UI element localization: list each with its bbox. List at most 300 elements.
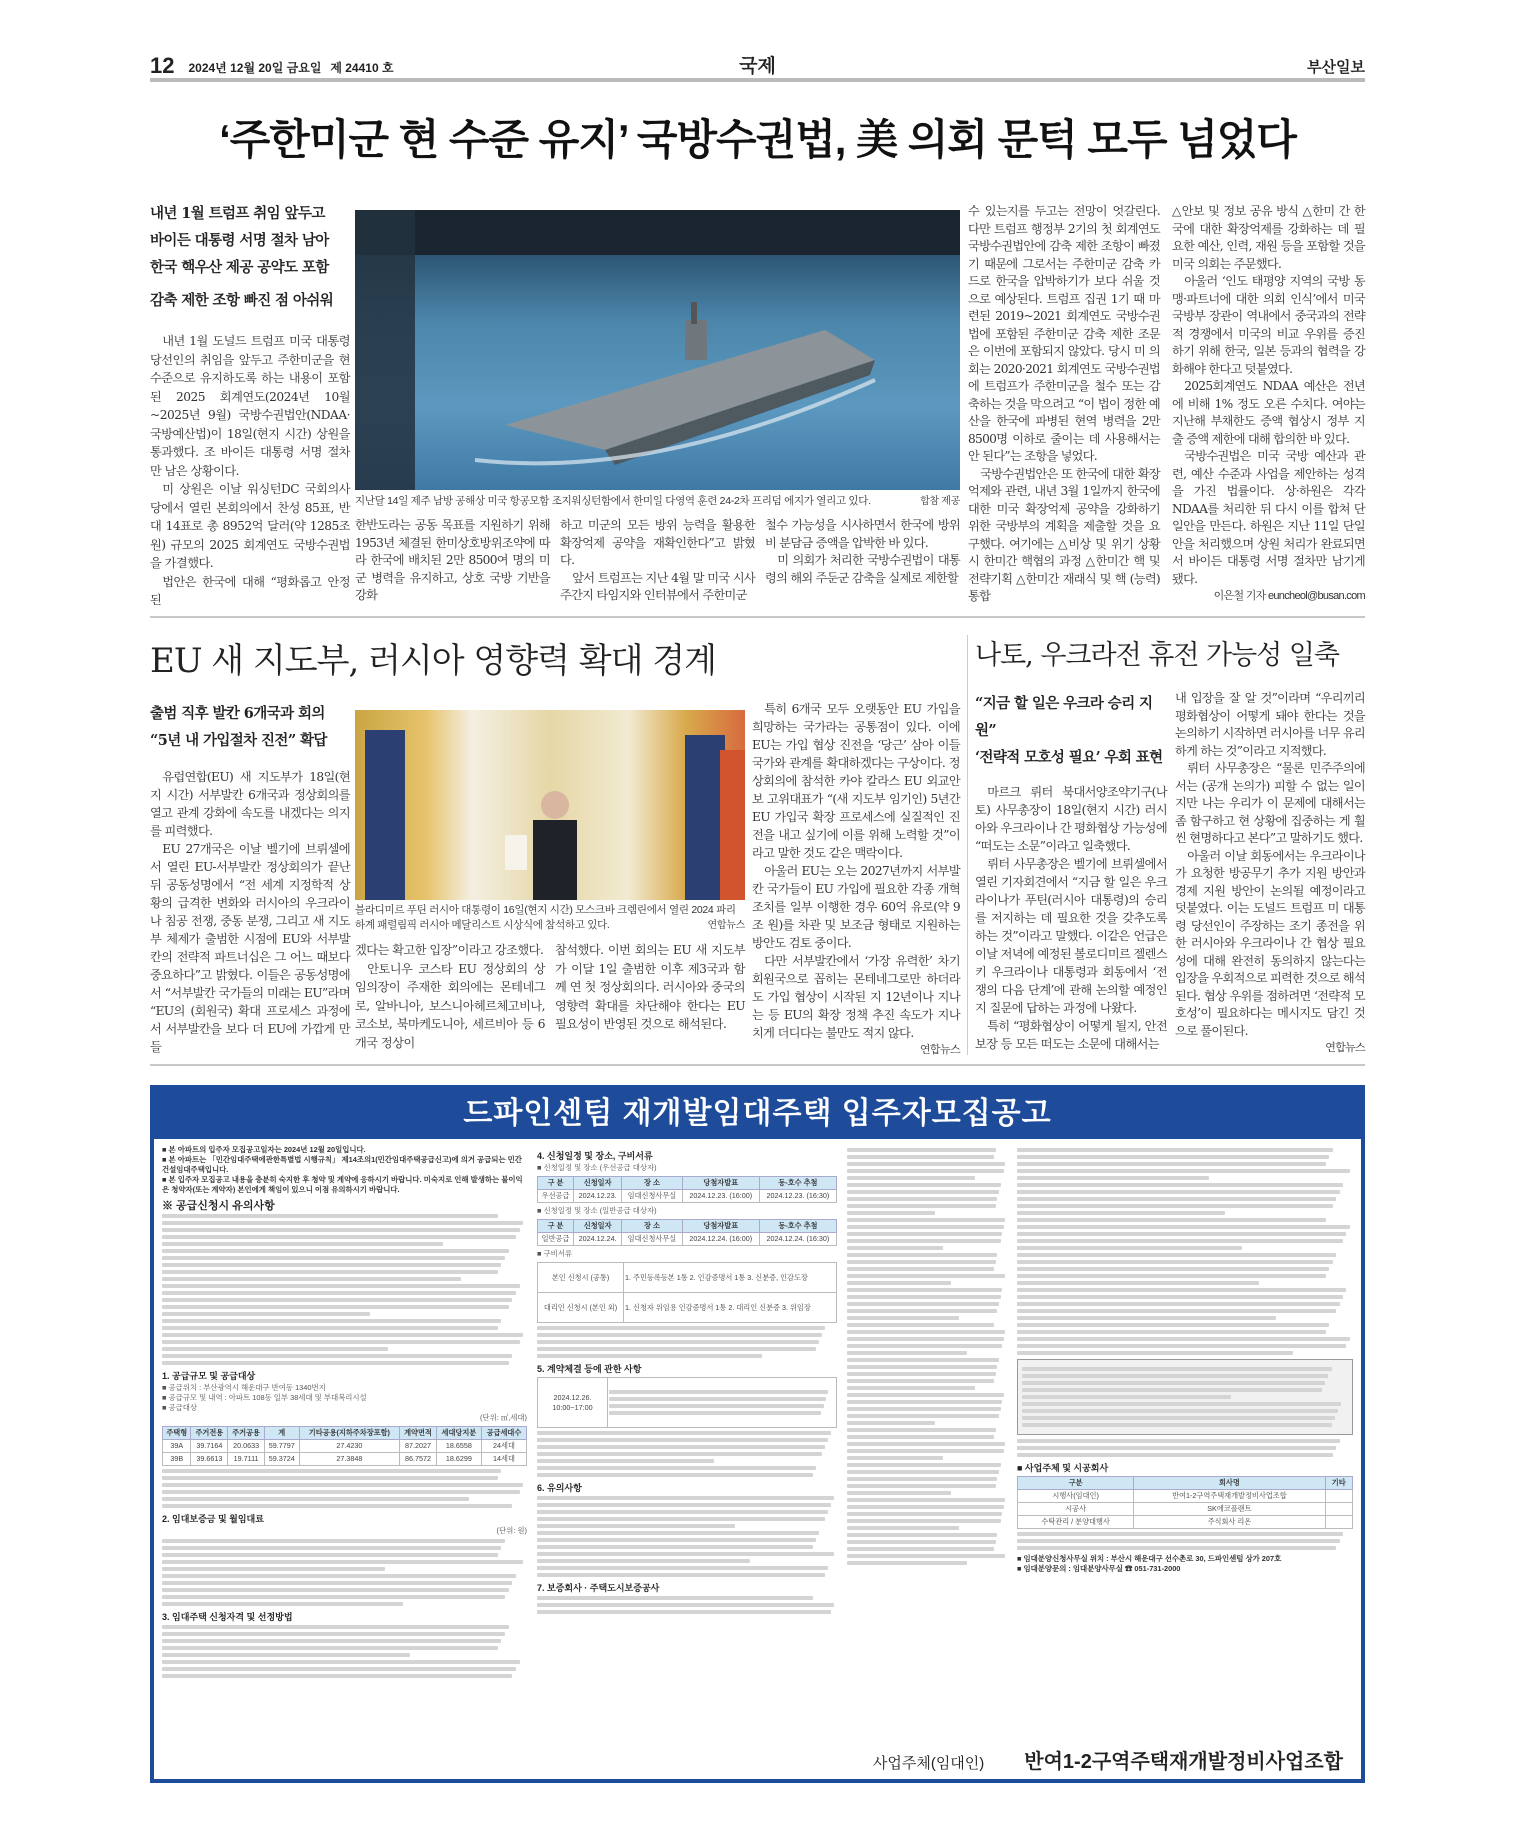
- fine-print-line: [1017, 1532, 1343, 1536]
- paragraph: 뤼터 사무총장은 “물론 민주주의에서는 (공개 논의가) 피할 수 없는 일이지만 나는 우리가 이 문제에 대해서는 좀 함구하고 현 상황에 집중하는 게 훨씬 현명하다고 본다”고 말하기도 했다.: [1175, 761, 1365, 845]
- fine-print-line: [537, 1438, 828, 1442]
- fine-print-line: [162, 1674, 512, 1678]
- sponsor-label: 사업주체(임대인): [872, 1755, 985, 1772]
- fine-print-line: [162, 1653, 410, 1657]
- fine-print-line: [537, 1333, 822, 1337]
- fine-print-line: [1017, 1169, 1350, 1173]
- ad-section-title: 4. 신청일정 및 장소, 구비서류: [537, 1151, 653, 1161]
- fine-print-line: [609, 1390, 828, 1394]
- fine-print-block: [1017, 1532, 1353, 1550]
- fine-print-line: [1017, 1316, 1276, 1320]
- paragraph: 아울러 ‘인도 태평양 지역의 국방 동맹·파트너에 대한 의회 인식’에서 미국 국방부 장관이 역내에서 중국과의 전략적 경쟁에서 미국의 비교 우위를 증진하기 위해 한국, 일본 등과의 협력을 강화해야 한다고 덧붙였다.: [1172, 274, 1365, 376]
- fine-print-line: [847, 1512, 1002, 1516]
- fine-print-line: [1017, 1446, 1336, 1450]
- fine-print-line: [162, 1361, 509, 1365]
- table-cell: 신청일자: [574, 1177, 622, 1190]
- fine-print-line: [1017, 1323, 1329, 1327]
- fine-print-line: [1017, 1197, 1336, 1201]
- fine-print-line: [162, 1298, 512, 1302]
- table-cell: 본인 신청시 (공통): [538, 1263, 624, 1293]
- issue-number: 제 24410 호: [330, 61, 394, 75]
- fine-print-line: [1017, 1309, 1336, 1313]
- ad-column-3: [1017, 1145, 1353, 1739]
- fine-print-line: [847, 1337, 1004, 1341]
- table-row: [538, 1293, 837, 1323]
- fine-print-line: [537, 1531, 819, 1535]
- byline: 이은철 기자 euncheol@busan.com: [1213, 590, 1365, 602]
- ad-column-1: [162, 1145, 527, 1773]
- fine-print-line: [1022, 1416, 1335, 1420]
- fine-print-line: [537, 1496, 834, 1500]
- fine-print-line: [1017, 1246, 1242, 1250]
- fine-print-line: [1017, 1330, 1326, 1334]
- fine-print-line: [537, 1326, 825, 1330]
- fine-print-line: [847, 1505, 1004, 1509]
- fine-print-line: [1017, 1232, 1346, 1236]
- fine-print-line: [847, 1218, 1005, 1222]
- fine-print-line: [847, 1414, 999, 1418]
- subhead: “5년 내 가입절차 진전” 확답: [150, 732, 327, 749]
- fine-print-line: [1017, 1176, 1209, 1180]
- article2-column-1: [150, 768, 350, 1056]
- contract-table: [537, 1377, 837, 1428]
- article1-column-1: [150, 332, 350, 610]
- fine-print-line: [162, 1256, 505, 1260]
- fine-print-line: [537, 1545, 813, 1549]
- fine-print-line: [1017, 1225, 1350, 1229]
- fine-print-block: [537, 1326, 837, 1358]
- paragraph: 2025회계연도 NDAA 예산은 전년에 비해 1% 정도 오른 수치다. 여야는 지난해 부채한도 증액 협상시 정부 지출 증액 제한에 대해 합의한 바 있다.: [1172, 379, 1365, 446]
- fine-print-line: [537, 1603, 834, 1607]
- priority-schedule-table: [537, 1176, 837, 1203]
- paragraph: 한반도라는 공동 목표를 지원하기 위해 1953년 체결된 한미상호방위조약에 따라 한국에 배치된 2만 8500여 명의 미군 병력을 유지하고, 상호 국방 기반을 강화: [355, 518, 550, 602]
- table-cell: 2024.12.26. 10:00~17:00: [538, 1378, 608, 1428]
- fine-print-line: [1022, 1388, 1322, 1392]
- table-cell: 기타공용(지하주차장포함): [299, 1427, 400, 1440]
- table-cell: 대리인 신청시 (본인 외): [538, 1293, 624, 1323]
- fine-print-line: [537, 1573, 825, 1577]
- table-cell: 동-호수 추첨: [759, 1177, 836, 1190]
- fine-print-line: [537, 1340, 819, 1344]
- ad-section-title: 3. 임대주택 신청자격 및 선정방법: [162, 1612, 293, 1622]
- fine-print-line: [1017, 1162, 1326, 1166]
- fine-print-line: [847, 1407, 1001, 1411]
- credit: 연합뉴스: [919, 1044, 960, 1056]
- paragraph: 국방수권법은 미국 국방 예산과 관련, 예산 수준과 사업을 제안하는 성격을 가진 법률이다. 상·하원은 각각 NDAA를 처리한 뒤 다시 이를 합쳐 단일안을 만든다. 하원은 지난 11일 단일안을 처리했으며 상원 처리가 완료되면서 바이든 대통령 서명 절차만 남기게 됐다.: [1172, 449, 1365, 586]
- photo-credit: 연합뉴스: [707, 920, 745, 931]
- table-cell: 임대신청사무실: [622, 1190, 683, 1203]
- fine-print-line: [1017, 1155, 1329, 1159]
- article1-column-6: [1172, 203, 1365, 604]
- fine-print-line: [847, 1260, 996, 1264]
- table-cell: 2024.12.23. (16:00): [682, 1190, 759, 1203]
- fine-print-block: [537, 1496, 837, 1577]
- fine-print-line: [162, 1242, 443, 1246]
- fine-print-line: [162, 1553, 498, 1557]
- fine-print-line: [1022, 1367, 1332, 1371]
- fine-print-line: [162, 1588, 509, 1592]
- article3-column-2: [1175, 690, 1365, 1056]
- fine-print-line: [847, 1176, 975, 1180]
- fine-print-line: [847, 1295, 1001, 1299]
- fine-print-line: [162, 1469, 501, 1473]
- fine-print-line: [847, 1519, 1001, 1523]
- fine-print-line: [847, 1484, 996, 1488]
- fine-print-line: [537, 1510, 828, 1514]
- fine-print-line: [847, 1330, 1005, 1334]
- fine-print-line: [847, 1323, 994, 1327]
- article3-left-column: [975, 690, 1167, 1053]
- fine-print-line: [162, 1291, 516, 1295]
- fine-print-line: [162, 1340, 520, 1344]
- fine-print-line: [537, 1452, 822, 1456]
- subhead: “지금 할 일은 우크라 승리 지원”: [975, 695, 1153, 739]
- fine-print-line: [162, 1221, 523, 1225]
- table-cell: 시행사(임대인): [1018, 1490, 1134, 1503]
- fine-print-line: [847, 1183, 1001, 1187]
- ad-section-title: 5. 계약체결 등에 관한 사항: [537, 1364, 642, 1374]
- fine-print-line: [162, 1228, 520, 1232]
- fine-print-line: [162, 1312, 370, 1316]
- fine-print-line: [1017, 1218, 1326, 1222]
- fine-print-line: [847, 1302, 999, 1306]
- fine-print-line: [1017, 1274, 1326, 1278]
- subhead: ‘전략적 모호성 필요’ 우회 표현: [975, 749, 1163, 766]
- article2-left-column: [150, 700, 350, 1056]
- fine-print-line: [847, 1155, 994, 1159]
- table-cell: 27.4230: [299, 1440, 400, 1453]
- table-cell: 수탁관리 / 분양대행사: [1018, 1516, 1134, 1529]
- ad-unit: (단위: 원): [496, 1526, 527, 1535]
- ad-section-title: 1. 공급규모 및 공급대상: [162, 1371, 256, 1381]
- fine-print-line: [847, 1309, 997, 1313]
- paragraph: 유럽연합(EU) 새 지도부가 18일(현지 시간) 서부발칸 6개국과 정상회의를 열고 관계 강화에 속도를 내겠다는 의지를 피력했다.: [150, 770, 350, 838]
- fine-print-line: [537, 1596, 813, 1600]
- ad-section-title: 2. 임대보증금 및 월임대료: [162, 1514, 264, 1524]
- fine-print-line: [847, 1393, 1004, 1397]
- ad-note: ■ 본 입주자 모집공고 내용을 충분히 숙지한 후 청약 및 계약에 응하시기 바랍니다. 미숙지로 인해 발생하는 불이익은 청약자(또는 계약자) 본인에게 책임이 있으니 이점 유의하시기 바랍니다.: [162, 1175, 523, 1194]
- paragraph: 내 입장을 잘 알 것”이라며 “우리끼리 평화협상이 어떻게 돼야 한다는 것을 논의하기 시작하면 러시아를 너무 유리하게 하는 것”이라고 지적했다.: [1175, 691, 1365, 758]
- fine-print-line: [162, 1354, 512, 1358]
- table-cell: 주거전용: [191, 1427, 228, 1440]
- fine-print-line: [162, 1476, 498, 1480]
- fine-print-line: [1017, 1267, 1329, 1271]
- fine-print-line: [847, 1498, 1005, 1502]
- ad-line: ■ 공급규모 및 내역 : 아파트 108동 일부 38세대 및 부대복리시설: [162, 1393, 367, 1402]
- fine-print-block: [537, 1596, 837, 1614]
- supply-table: [162, 1426, 527, 1466]
- fine-print-line: [847, 1540, 996, 1544]
- main-headline: ‘주한미군 현 수준 유지’ 국방수권법, 美 의회 문턱 모두 넘었다: [219, 116, 1296, 163]
- fine-print-line: [537, 1466, 816, 1470]
- table-cell: 2024.12.23. (16:30): [759, 1190, 836, 1203]
- table-cell: 계: [264, 1427, 299, 1440]
- sponsor-name: 반여1-2구역주택재개발정비사업조합: [1024, 1751, 1343, 1773]
- fine-print-line: [162, 1326, 498, 1330]
- fine-print-line: [162, 1595, 505, 1599]
- table-cell: 주택형: [163, 1427, 191, 1440]
- paragraph: 안토니우 코스타 EU 정상회의 상임의장이 주재한 회의에는 몬테네그로, 알바니아, 보스니아헤르체고비나, 코소보, 북마케도니아, 세르비아 등 6개국 정상이: [355, 961, 545, 1050]
- office-location: ■ 임대분양신청사무실 위치 : 부산시 해운대구 선수촌로 30, 드파인센텀 상가 207호: [1017, 1554, 1282, 1563]
- fine-print-line: [162, 1270, 498, 1274]
- fine-print-block: [1017, 1148, 1353, 1355]
- table-row: [1018, 1516, 1353, 1529]
- company-table: [1017, 1476, 1353, 1529]
- fine-print-line: [162, 1333, 523, 1337]
- article1-column-4: [765, 517, 960, 605]
- fine-print-line: [847, 1477, 997, 1481]
- fine-print-line: [609, 1397, 826, 1401]
- table-cell: 2024.12.23.: [574, 1190, 622, 1203]
- table-cell: 19.7111: [228, 1453, 265, 1466]
- ad-unit: (단위: ㎡,세대): [479, 1413, 527, 1422]
- fine-print-line: [1022, 1409, 1338, 1413]
- table-cell: 18.6299: [436, 1453, 481, 1466]
- fine-print-line: [847, 1281, 951, 1285]
- credit: 연합뉴스: [1325, 1042, 1365, 1054]
- fine-print-line: [609, 1411, 821, 1415]
- table-cell: 주거공용: [228, 1427, 265, 1440]
- fine-print-line: [162, 1319, 501, 1323]
- fine-print-line: [537, 1445, 825, 1449]
- table-cell: 2024.12.24. (16:30): [759, 1233, 836, 1246]
- fine-print-line: [847, 1225, 1004, 1229]
- fine-print-line: [609, 1404, 824, 1408]
- subhead: 내년 1월 트럼프 취임 앞두고: [150, 205, 325, 222]
- ad-title: 드파인센텀 재개발임대주택 입주자모집공고: [154, 1089, 1361, 1139]
- fine-print-line: [847, 1386, 975, 1390]
- table-cell: 구분: [1018, 1477, 1134, 1490]
- paragraph: 아울러 이날 회동에서는 우크라이나가 요청한 방공무기 추가 지원 방안과 경제 지원 방안이 논의될 예정이라고 덧붙였다. 이는 도널드 트럼프 미 대통령 당선인이 주장하는 조기 종전을 위한 러시아와 우크라이나 간 협상 필요성에 대해 완전히 동의하지 않는다는 입장을 우회적으로 피력한 것으로 해석된다. 협상 우위를 점하려면 ‘전략적 모호성’이 필요하다는 메시지도 담긴 것으로 풀이된다.: [1175, 848, 1365, 1038]
- fine-print-line: [1017, 1302, 1340, 1306]
- putin-photo: [355, 710, 745, 900]
- paragraph: △안보 및 정보 공유 방식 △한미 간 한국에 대한 확장억제를 강화하는 데 필요한 예산, 인력, 재원 등을 포함할 것을 미국 의회는 주문했다.: [1172, 204, 1365, 271]
- aircraft-carrier-photo: [355, 210, 960, 490]
- article2-lower-block: [355, 903, 745, 1052]
- paragraph: 특히 “평화협상이 어떻게 될지, 안전보장 등 모든 떠도는 소문에 대해서는: [975, 1019, 1167, 1051]
- ad-note: ■ 본 아파트의 입주자 모집공고일자는 2024년 12월 20일입니다.: [162, 1145, 366, 1154]
- article1-lower-block: [355, 494, 960, 605]
- paragraph: EU 27개국은 이날 벨기에 브뤼셀에서 열린 EU-서부발칸 정상회의가 끝난 뒤 공동성명에서 “전 세계 지정학적 상황의 급격한 변화와 러시아의 우크라이나 침공 전쟁, 중동 분쟁, 그리고 새 지도부 체제가 출범한 시점에 EU와 서부발칸의 전략적 파트너십은 그 어느 때보다 중요하다”고 밝혔다. 이들은 공동성명에서 “서부발칸 국가들의 미래는 EU”라며 “EU의 (회원국) 확대 프로세스 과정에서 서부발칸을 보다 더 EU에 가깝게 만들: [150, 842, 350, 1054]
- fine-print-line: [847, 1470, 999, 1474]
- subhead: 한국 핵우산 제공 공약도 포함: [150, 259, 329, 276]
- fine-print-line: [162, 1646, 498, 1650]
- fine-print-block: [537, 1431, 837, 1477]
- table-row: [163, 1453, 527, 1466]
- fine-print-block: [1022, 1367, 1348, 1427]
- table-cell: 장 소: [622, 1177, 683, 1190]
- article1-column-2: [355, 517, 550, 605]
- table-row: [1018, 1503, 1353, 1516]
- fine-print-line: [1017, 1281, 1259, 1285]
- ad-sponsor: [872, 1751, 1343, 1773]
- article1-column-5: [968, 203, 1160, 606]
- fine-print-line: [1017, 1539, 1340, 1543]
- eu-headline: EU 새 지도부, 러시아 영향력 확대 경계: [150, 641, 716, 681]
- article3-column-1: [975, 783, 1167, 1053]
- fine-print-line: [162, 1581, 512, 1585]
- table-cell: 반여1-2구역주택재개발정비사업조합: [1134, 1490, 1325, 1503]
- fine-print-line: [847, 1274, 1005, 1278]
- photo-credit: 합참 제공: [920, 496, 960, 507]
- fine-print-block: [162, 1214, 527, 1365]
- table-cell: 세대당지분: [436, 1427, 481, 1440]
- table-cell: 39B: [163, 1453, 191, 1466]
- fine-print-line: [847, 1232, 1002, 1236]
- fine-print-line: [847, 1358, 999, 1362]
- fine-print-line: [847, 1463, 1001, 1467]
- table-cell: 구 분: [538, 1220, 574, 1233]
- paragraph: 아울러 EU는 오는 2027년까지 서부발칸 국가들이 EU 가입에 필요한 각종 개혁 조치를 일부 이행한 경우 60억 유로(약 9조 원)를 차관 및 보조금 형태로 지원하는 방안도 검토 중이다.: [752, 864, 960, 950]
- ad-line: ■ 신청일정 및 장소 (우선공급 대상자): [537, 1163, 657, 1172]
- table-cell: 24세대: [481, 1440, 526, 1453]
- table-cell: 59.3724: [264, 1453, 299, 1466]
- fine-print-line: [847, 1421, 935, 1425]
- paragraph: 마르크 뤼터 북대서양조약기구(나토) 사무총장이 18일(현지 시간) 러시아와 우크라이나 간 평화협상 가능성에 “떠도는 소문”이라고 일축했다.: [975, 785, 1167, 853]
- table-cell: 구 분: [538, 1177, 574, 1190]
- fine-print-line: [847, 1344, 1002, 1348]
- table-cell: 39.7164: [191, 1440, 228, 1453]
- page-header: [150, 53, 1365, 82]
- fine-print-line: [162, 1567, 385, 1571]
- fine-print-line: [537, 1347, 816, 1351]
- fine-print-line: [1017, 1439, 1340, 1443]
- table-cell: 39.6613: [191, 1453, 228, 1466]
- fine-print-line: [162, 1277, 461, 1281]
- table-cell: 당첨자발표: [682, 1177, 759, 1190]
- fine-print-line: [162, 1560, 523, 1564]
- table-cell: 20.0633: [228, 1440, 265, 1453]
- fine-print-line: [1017, 1344, 1346, 1348]
- table-row: [163, 1440, 527, 1453]
- fine-print-line: [847, 1379, 994, 1383]
- fine-print-line: [162, 1305, 509, 1309]
- paragraph: 앞서 트럼프는 지난 4월 말 미국 시사주간지 타임지와 인터뷰에서 주한미군: [560, 570, 755, 602]
- fine-print-line: [847, 1435, 994, 1439]
- fine-print-block: [162, 1539, 527, 1606]
- fine-print-line: [847, 1267, 994, 1271]
- fine-print-line: [847, 1491, 951, 1495]
- general-schedule-table: [537, 1219, 837, 1246]
- fine-print-line: [162, 1497, 469, 1501]
- ad-section-title: ※ 공급신청시 유의사항: [162, 1200, 275, 1212]
- table-row: [538, 1190, 837, 1203]
- fine-print-line: [847, 1190, 999, 1194]
- fine-print-line: [847, 1456, 943, 1460]
- photo-caption: [355, 903, 745, 933]
- fine-print-line: [537, 1431, 831, 1435]
- fine-print-line: [847, 1400, 1002, 1404]
- fine-print-line: [537, 1552, 834, 1556]
- fine-print-line: [1017, 1190, 1340, 1194]
- fine-print-line: [1017, 1295, 1343, 1299]
- fine-print-line: [847, 1372, 996, 1376]
- fine-print-line: [847, 1561, 967, 1565]
- article2-column-3: [555, 941, 745, 1052]
- ad-section-title: 6. 유의사항: [537, 1483, 582, 1493]
- table-cell: 87.2027: [400, 1440, 437, 1453]
- table-row: [538, 1263, 837, 1293]
- issue-date: 2024년 12월 20일 금요일: [188, 61, 322, 75]
- fine-print-line: [162, 1539, 505, 1543]
- subhead: 바이든 대통령 서명 절차 남아: [150, 232, 329, 249]
- fine-print-line: [1017, 1453, 1333, 1457]
- fine-print-line: [1022, 1402, 1341, 1406]
- housing-advertisement: [150, 1085, 1365, 1783]
- fine-print-line: [537, 1473, 813, 1477]
- fine-print-line: [1017, 1260, 1333, 1264]
- caption-text: 지난달 14일 제주 남방 공해상 미국 항공모함 조지워싱턴함에서 한미일 다영역 훈련 24-2차 프리덤 에지가 열리고 있다.: [355, 495, 871, 507]
- fine-print-line: [1022, 1423, 1332, 1427]
- documents-table: [537, 1262, 837, 1323]
- ad-line: ■ 공급위치 : 부산광역시 해운대구 반여동 1340번지: [162, 1383, 326, 1392]
- fine-print-line: [162, 1632, 505, 1636]
- fine-print-line: [537, 1517, 825, 1521]
- fine-print-line: [847, 1253, 997, 1257]
- column-divider: [967, 635, 968, 1055]
- fine-print-line: [537, 1610, 831, 1614]
- article1-left-column: [150, 200, 350, 610]
- fine-print-line: [162, 1574, 516, 1578]
- subhead: 출범 직후 발칸 6개국과 회의: [150, 705, 325, 722]
- article2-column-2: [355, 941, 545, 1052]
- ad-column-2: [537, 1145, 1007, 1773]
- fine-print-line: [847, 1246, 943, 1250]
- paragraph: 다만 서부발칸에서 ‘가장 유력한’ 차기 회원국으로 꼽히는 몬테네그로만 하더라도 가입 협상이 시작된 지 12년이나 지나는 등 EU의 확장 정책 추진 속도가 지나치게 더디다는 불만도 적지 않다.: [752, 954, 960, 1040]
- fine-print-line: [162, 1625, 509, 1629]
- fine-print-line: [1017, 1239, 1343, 1243]
- table-cell: 기타: [1325, 1477, 1353, 1490]
- fine-print-block: [1017, 1439, 1353, 1457]
- table-cell: 공급세대수: [481, 1427, 526, 1440]
- fine-print-line: [162, 1214, 498, 1218]
- fine-print-block: [609, 1390, 835, 1415]
- fine-print-line: [162, 1667, 516, 1671]
- fine-print-line: [847, 1316, 959, 1320]
- fine-print-block: [162, 1469, 527, 1508]
- fine-print-line: [1017, 1204, 1333, 1208]
- fine-print-block: [847, 1148, 1007, 1565]
- paragraph: 국방수권법안은 또 한국에 대한 확장억제와 관련, 내년 3월 1일까지 한국에 대한 미국 확장억제 공약을 강화하기 위한 국방부의 계획을 제출할 것을 요구했다. 여기에는 △비상 및 위기 상황시 한미간 핵협의 과정 △한미간 핵 및 전략기획 △한미간 재래식 및 핵 (능력) 통합: [968, 466, 1160, 603]
- paragraph: 내년 1월 도널드 트럼프 미국 대통령 당선인의 취임을 앞두고 주한미군을 현 수준으로 유지하도록 하는 내용이 포함된 2025 회계연도(2024년 10월~2025년 9월) 국방수권법안(NDAA·국방예산법)이 18일(현지 시간) 상원을 통과했다. 조 바이든 대통령 서명 절차만 남은 상황이다.: [150, 334, 350, 478]
- ad-section-title: ■ 사업주체 및 시공회사: [1017, 1463, 1109, 1473]
- fine-print-line: [847, 1428, 996, 1432]
- fine-print-line: [162, 1235, 516, 1239]
- fine-print-line: [847, 1351, 967, 1355]
- table-cell: 1. 신청자 위임용 인감증명서 1통 2. 대리인 신분증 3. 위임장: [624, 1293, 837, 1323]
- ad-section-title: 7. 보증회사 · 주택도시보증공사: [537, 1583, 660, 1593]
- fine-print-line: [537, 1459, 714, 1463]
- table-cell: 2024.12.24. (16:00): [682, 1233, 759, 1246]
- fine-print-line: [1022, 1374, 1328, 1378]
- newspaper-logo: 부산일보: [1307, 59, 1365, 76]
- fine-print-line: [1017, 1183, 1343, 1187]
- table-cell: 86.7572: [400, 1453, 437, 1466]
- table-cell: 27.3848: [299, 1453, 400, 1466]
- fine-print-line: [847, 1211, 935, 1215]
- table-cell: 당첨자발표: [682, 1220, 759, 1233]
- inquiry-phone: ■ 임대분양문의 : 임대분양사무실 ☎ 051-731-2000: [1017, 1564, 1181, 1573]
- fine-print-line: [1017, 1211, 1225, 1215]
- fine-print-line: [847, 1526, 959, 1530]
- page-number: 12: [150, 53, 175, 78]
- nato-headline: 나토, 우크라전 휴전 가능성 일축: [975, 640, 1339, 671]
- paragraph: 참석했다. 이번 회의는 EU 새 지도부가 이달 1일 출범한 이후 제3국과 함께 연 첫 정상회의다. 러시아와 중국의 영향력 확대를 차단해야 한다는 EU 필요성이 반영된 것으로 해석된다.: [555, 943, 745, 1031]
- fine-print-line: [162, 1249, 509, 1253]
- table-cell: 39A: [163, 1440, 191, 1453]
- fine-print-line: [162, 1546, 501, 1550]
- table-cell: 신청일자: [574, 1220, 622, 1233]
